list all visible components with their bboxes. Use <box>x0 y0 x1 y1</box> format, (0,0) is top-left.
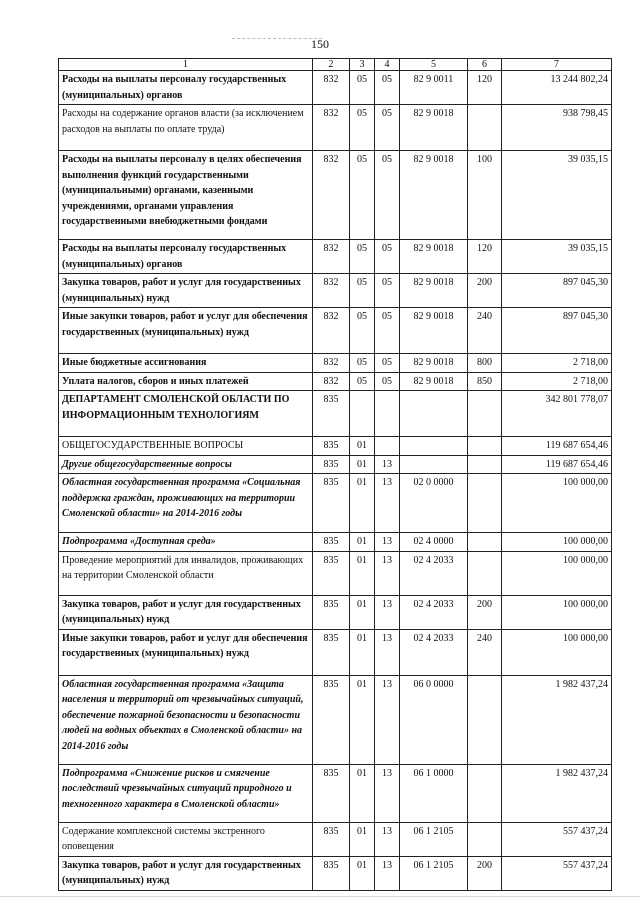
row-sum-cell: 100 000,00 <box>502 474 612 533</box>
row-col5-cell: 82 9 0018 <box>400 354 468 373</box>
row-col4-cell: 13 <box>375 629 400 675</box>
row-col4-cell: 13 <box>375 856 400 890</box>
row-col5-cell: 02 4 2033 <box>400 551 468 595</box>
row-col5-cell <box>400 437 468 456</box>
row-sum-cell: 342 801 778,07 <box>502 391 612 437</box>
row-col2-cell: 835 <box>313 856 350 890</box>
row-col4-cell: 13 <box>375 533 400 552</box>
row-sum-cell: 39 035,15 <box>502 240 612 274</box>
row-name-cell: ДЕПАРТАМЕНТ СМОЛЕНСКОЙ ОБЛАСТИ ПО ИНФОРМАЦИОННЫМ ТЕХНОЛОГИЯМ <box>59 391 313 437</box>
row-name-cell: Уплата налогов, сборов и иных платежей <box>59 372 313 391</box>
row-col3-cell: 05 <box>350 151 375 240</box>
row-name-cell: Проведение мероприятий для инвалидов, проживающих на территории Смоленской области <box>59 551 313 595</box>
row-name-cell: Подпрограмма «Снижение рисков и смягчение последствий чрезвычайных ситуаций природного и техногенного характера в Смоленской области» <box>59 764 313 822</box>
row-sum-cell: 119 687 654,46 <box>502 455 612 474</box>
row-col4-cell: 13 <box>375 455 400 474</box>
row-col5-cell: 02 4 2033 <box>400 629 468 675</box>
row-col2-cell: 832 <box>313 71 350 105</box>
row-sum-cell: 897 045,30 <box>502 308 612 354</box>
row-sum-cell: 119 687 654,46 <box>502 437 612 456</box>
row-col4-cell: 05 <box>375 105 400 151</box>
row-col3-cell: 05 <box>350 354 375 373</box>
row-col5-cell: 82 9 0018 <box>400 274 468 308</box>
table-row <box>59 822 612 856</box>
row-col4-cell <box>375 391 400 437</box>
row-col6-cell <box>468 822 502 856</box>
row-col4-cell: 05 <box>375 274 400 308</box>
row-name-cell: Подпрограмма «Доступная среда» <box>59 533 313 552</box>
row-col5-cell: 82 9 0018 <box>400 308 468 354</box>
row-col2-cell: 835 <box>313 629 350 675</box>
row-name-cell: Иные закупки товаров, работ и услуг для обеспечения государственных (муниципальных) нужд <box>59 308 313 354</box>
row-col2-cell: 832 <box>313 354 350 373</box>
row-col2-cell: 835 <box>313 822 350 856</box>
row-col2-cell: 835 <box>313 455 350 474</box>
row-col5-cell: 06 0 0000 <box>400 675 468 764</box>
row-col2-cell: 835 <box>313 764 350 822</box>
row-name-cell: ОБЩЕГОСУДАРСТВЕННЫЕ ВОПРОСЫ <box>59 437 313 456</box>
row-col3-cell: 01 <box>350 437 375 456</box>
row-col4-cell: 05 <box>375 151 400 240</box>
row-col3-cell: 01 <box>350 629 375 675</box>
row-sum-cell: 897 045,30 <box>502 274 612 308</box>
table-row <box>59 474 612 533</box>
row-col4-cell: 13 <box>375 551 400 595</box>
row-col3-cell: 01 <box>350 764 375 822</box>
row-name-cell: Расходы на выплаты персоналу государственных (муниципальных) органов <box>59 71 313 105</box>
header-col-1: 1 <box>59 59 313 71</box>
row-col2-cell: 835 <box>313 675 350 764</box>
row-col3-cell <box>350 391 375 437</box>
row-col3-cell: 01 <box>350 595 375 629</box>
row-col6-cell <box>468 437 502 456</box>
row-col2-cell: 832 <box>313 105 350 151</box>
table-row <box>59 105 612 151</box>
row-col2-cell: 835 <box>313 391 350 437</box>
table-row <box>59 274 612 308</box>
row-col6-cell <box>468 551 502 595</box>
row-col3-cell: 05 <box>350 240 375 274</box>
row-sum-cell: 100 000,00 <box>502 533 612 552</box>
row-col2-cell: 835 <box>313 595 350 629</box>
row-sum-cell: 2 718,00 <box>502 354 612 373</box>
row-col5-cell: 82 9 0018 <box>400 151 468 240</box>
row-col2-cell: 835 <box>313 551 350 595</box>
row-col4-cell <box>375 437 400 456</box>
page-number: 150 <box>311 37 329 51</box>
row-col5-cell: 02 4 2033 <box>400 595 468 629</box>
row-col2-cell: 835 <box>313 474 350 533</box>
row-col3-cell: 01 <box>350 551 375 595</box>
header-col-3: 3 <box>350 59 375 71</box>
row-col4-cell: 05 <box>375 354 400 373</box>
row-sum-cell: 100 000,00 <box>502 551 612 595</box>
table-row <box>59 71 612 105</box>
row-col5-cell <box>400 391 468 437</box>
table-row <box>59 551 612 595</box>
row-col3-cell: 05 <box>350 274 375 308</box>
row-col3-cell: 01 <box>350 675 375 764</box>
row-col3-cell: 01 <box>350 533 375 552</box>
table-row <box>59 675 612 764</box>
row-col5-cell: 06 1 2105 <box>400 822 468 856</box>
row-col6-cell: 850 <box>468 372 502 391</box>
row-name-cell: Иные бюджетные ассигнования <box>59 354 313 373</box>
table-row <box>59 595 612 629</box>
scan-artifact-line <box>232 38 322 39</box>
row-col6-cell <box>468 391 502 437</box>
row-col5-cell: 82 9 0018 <box>400 372 468 391</box>
table-row <box>59 391 612 437</box>
row-col6-cell: 240 <box>468 629 502 675</box>
row-col4-cell: 13 <box>375 595 400 629</box>
row-sum-cell: 2 718,00 <box>502 372 612 391</box>
header-col-5: 5 <box>400 59 468 71</box>
row-col4-cell: 13 <box>375 822 400 856</box>
row-col2-cell: 835 <box>313 437 350 456</box>
row-name-cell: Закупка товаров, работ и услуг для государственных (муниципальных) нужд <box>59 274 313 308</box>
row-col6-cell: 100 <box>468 151 502 240</box>
row-name-cell: Другие общегосударственные вопросы <box>59 455 313 474</box>
table-row <box>59 764 612 822</box>
row-col5-cell: 06 1 2105 <box>400 856 468 890</box>
row-col6-cell <box>468 675 502 764</box>
row-col2-cell: 835 <box>313 533 350 552</box>
row-col6-cell: 120 <box>468 71 502 105</box>
row-col3-cell: 01 <box>350 474 375 533</box>
row-col6-cell <box>468 455 502 474</box>
row-sum-cell: 1 982 437,24 <box>502 675 612 764</box>
row-sum-cell: 100 000,00 <box>502 595 612 629</box>
row-col3-cell: 01 <box>350 856 375 890</box>
row-col6-cell: 120 <box>468 240 502 274</box>
row-col6-cell: 800 <box>468 354 502 373</box>
budget-table <box>58 58 612 891</box>
header-col-4: 4 <box>375 59 400 71</box>
row-col5-cell: 82 9 0018 <box>400 240 468 274</box>
table-row <box>59 372 612 391</box>
row-name-cell: Расходы на содержание органов власти (за исключением расходов на выплаты по оплате труда) <box>59 105 313 151</box>
page-bottom-edge <box>0 896 640 897</box>
table-row <box>59 308 612 354</box>
row-sum-cell: 1 982 437,24 <box>502 764 612 822</box>
row-name-cell: Областная государственная программа «Защита населения и территорий от чрезвычайных ситуаций, обеспечение пожарной безопасности и безопасности людей на водных объектах в Смоленской области» на 2014-2016 годы <box>59 675 313 764</box>
row-name-cell: Иные закупки товаров, работ и услуг для обеспечения государственных (муниципальных) нужд <box>59 629 313 675</box>
row-sum-cell: 100 000,00 <box>502 629 612 675</box>
row-col6-cell: 200 <box>468 274 502 308</box>
row-sum-cell: 13 244 802,24 <box>502 71 612 105</box>
row-col3-cell: 01 <box>350 822 375 856</box>
row-col6-cell <box>468 474 502 533</box>
table-row <box>59 455 612 474</box>
row-col6-cell: 200 <box>468 595 502 629</box>
row-name-cell: Закупка товаров, работ и услуг для государственных (муниципальных) нужд <box>59 856 313 890</box>
header-col-6: 6 <box>468 59 502 71</box>
row-col2-cell: 832 <box>313 308 350 354</box>
row-col6-cell <box>468 105 502 151</box>
row-col5-cell: 02 0 0000 <box>400 474 468 533</box>
row-col6-cell <box>468 533 502 552</box>
row-name-cell: Расходы на выплаты персоналу государственных (муниципальных) органов <box>59 240 313 274</box>
table-row <box>59 151 612 240</box>
row-col3-cell: 05 <box>350 105 375 151</box>
row-col4-cell: 13 <box>375 764 400 822</box>
row-col4-cell: 13 <box>375 675 400 764</box>
row-col3-cell: 05 <box>350 372 375 391</box>
row-sum-cell: 39 035,15 <box>502 151 612 240</box>
row-name-cell: Областная государственная программа «Социальная поддержка граждан, проживающих на территории Смоленской области» на 2014-2016 годы <box>59 474 313 533</box>
table-row <box>59 533 612 552</box>
header-col-2: 2 <box>313 59 350 71</box>
row-col4-cell: 05 <box>375 240 400 274</box>
row-col5-cell <box>400 455 468 474</box>
row-col4-cell: 05 <box>375 71 400 105</box>
row-sum-cell: 557 437,24 <box>502 822 612 856</box>
row-col5-cell: 02 4 0000 <box>400 533 468 552</box>
table-row <box>59 629 612 675</box>
row-col2-cell: 832 <box>313 240 350 274</box>
row-col4-cell: 13 <box>375 474 400 533</box>
table-row <box>59 856 612 890</box>
row-col6-cell: 200 <box>468 856 502 890</box>
row-col3-cell: 05 <box>350 308 375 354</box>
table-row <box>59 437 612 456</box>
row-col5-cell: 82 9 0011 <box>400 71 468 105</box>
row-name-cell: Закупка товаров, работ и услуг для государственных (муниципальных) нужд <box>59 595 313 629</box>
row-sum-cell: 557 437,24 <box>502 856 612 890</box>
row-col4-cell: 05 <box>375 308 400 354</box>
row-col5-cell: 82 9 0018 <box>400 105 468 151</box>
header-col-7: 7 <box>502 59 612 71</box>
row-col2-cell: 832 <box>313 151 350 240</box>
row-col6-cell: 240 <box>468 308 502 354</box>
table-row <box>59 354 612 373</box>
row-col5-cell: 06 1 0000 <box>400 764 468 822</box>
row-col3-cell: 05 <box>350 71 375 105</box>
row-name-cell: Расходы на выплаты персоналу в целях обеспечения выполнения функций государственными (муниципальными) органами, казенными учреждениями, органами управления государственными внебюджетными фондами <box>59 151 313 240</box>
row-sum-cell: 938 798,45 <box>502 105 612 151</box>
row-name-cell: Содержание комплексной системы экстренного оповещения <box>59 822 313 856</box>
header-row <box>59 59 612 71</box>
row-col2-cell: 832 <box>313 372 350 391</box>
table-row <box>59 240 612 274</box>
row-col6-cell <box>468 764 502 822</box>
row-col3-cell: 01 <box>350 455 375 474</box>
row-col4-cell: 05 <box>375 372 400 391</box>
row-col2-cell: 832 <box>313 274 350 308</box>
